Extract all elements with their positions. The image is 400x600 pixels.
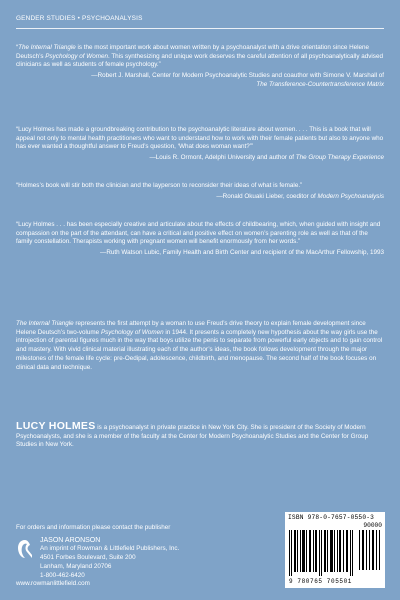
publisher-address-2: Lanham, Maryland 20706 (40, 562, 112, 570)
blurb-4 (16, 221, 384, 258)
publisher-name: JASON ARONSON (40, 536, 101, 544)
blurb-1-attribution-book (16, 81, 384, 90)
publisher-imprint: An imprint of Rowman & Littlefield Publishers, Inc. (40, 545, 180, 553)
book-title-ref: Modern Psychoanalysis (317, 192, 384, 200)
blurb-2 (16, 126, 384, 163)
description-part: in 1944. It presents a completely new hypothesis about the way girls use the introjection of parental figures much in the way that boys utilize the penis to separate from powerful early objects and to gain control and mastery. With vivid clinical material illustrating each of the author’s ideas, the book follows development through the major milestones of the female life cycle: pre-Oedipal, adolescence, childbirth, and menopause. The second half of the book focuses on clinical data and technique. (16, 328, 383, 371)
book-title-ref: The Internal Triangle (18, 44, 76, 51)
header-divider (16, 28, 384, 29)
price-code: 90000 (363, 522, 382, 529)
publisher-block (16, 537, 179, 581)
author-bio-body: is a psychoanalyst in private practice in New York City. She is president of the Society of Modern Psychoanalysts, and she is a member of the faculty at the Center for Modern Psychoanalytic Studies and the Center for Group Studies in New York. (16, 424, 369, 449)
author-name: LUCY HOLMES (16, 420, 96, 432)
category-label: GENDER STUDIES • PSYCHOANALYSIS (16, 15, 143, 22)
blurb-3 (16, 182, 384, 201)
publisher-phone: 1-800-462-6420 (40, 571, 85, 579)
ean-barcode-icon (289, 530, 355, 576)
publisher-intro: For orders and information please contact the publisher (16, 524, 171, 531)
description-text (16, 320, 384, 372)
blurb-4-attribution: —Ruth Watson Lubic, Family Health and Birth Center and recipient of the MacArthur Fellowship, 1993 (100, 249, 384, 257)
blurb-4-quote: “Lucy Holmes . . . has been especially creative and articulate about the effects of childbearing, which, when guided with insight and compassion on the part of the attendant, can have a critical and positive effect on women’s parenting role as well as that of the family constellation. Therapists working with pregnant women will benefit enormously from her words.” (16, 221, 381, 246)
description-part: represents the first attempt by a woman to use Freud’s drive theory to explain female development since Helene Deutsch’s two-volume (16, 320, 366, 336)
blurb-1-attribution: —Robert J. Marshall, Center for Modern Psychoanalytic Studies and coauthor with Simone V. Marshall of (91, 72, 384, 80)
blurb-3-attribution (16, 193, 384, 202)
attribution-text: —Ronald Okuaki Lieber, coeditor of (216, 192, 318, 200)
price-barcode-icon (359, 530, 381, 570)
ean-number: 9 780765 705501 (289, 578, 353, 585)
blurb-1-quote (16, 44, 384, 70)
isbn-number: ISBN 978-0-7657-0550-3 (288, 514, 375, 521)
barcode (285, 512, 385, 588)
quote-open: “ (16, 44, 19, 51)
publisher-logo-icon (16, 538, 34, 560)
blurb-2-quote: “Lucy Holmes has made a groundbreaking contribution to the psychoanalytic literature about women. . . . This is a book that will appeal not only to mental health practitioners who want to understand how to work with their female patients but also to anyone who has ever wanted a thoughtful answer to Freud’s question, ‘What does woman want?’” (16, 126, 384, 151)
publisher-address-1: 4501 Forbes Boulevard, Suite 200 (40, 554, 136, 562)
publisher-details (40, 537, 179, 581)
book-title-ref: The Transference-Countertransference Matrix (256, 80, 384, 88)
blurb-2-attribution (16, 154, 384, 163)
attribution-text: —Louis R. Ormont, Adelphi University and author of (149, 154, 296, 162)
book-title-ref: Psychology of Women (45, 52, 108, 60)
quote-text: . This synthesizing and unique work deserves the careful attention of all psychoanalytically advised clinicians as well as students of female psychology.” (16, 52, 383, 69)
author-bio-text (16, 422, 384, 450)
book-title-ref: Psychology of Women (100, 328, 164, 336)
book-title-ref: The Internal Triangle (16, 320, 74, 327)
author-bio (16, 422, 384, 450)
book-description (16, 320, 384, 372)
quote-text: is the most important work about women written by a psychoanalyst with a drive orientation since Helene Deutsch’s (16, 44, 370, 60)
publisher-website[interactable]: www.rowmanlittlefield.com (16, 580, 90, 588)
book-title-ref: The Group Therapy Experience (295, 154, 384, 162)
blurb-1 (16, 44, 384, 90)
publisher-info (16, 524, 179, 589)
blurb-3-quote: “Holmes’s book will stir both the clinician and the layperson to reconsider their ideas of what is female.” (16, 182, 303, 189)
